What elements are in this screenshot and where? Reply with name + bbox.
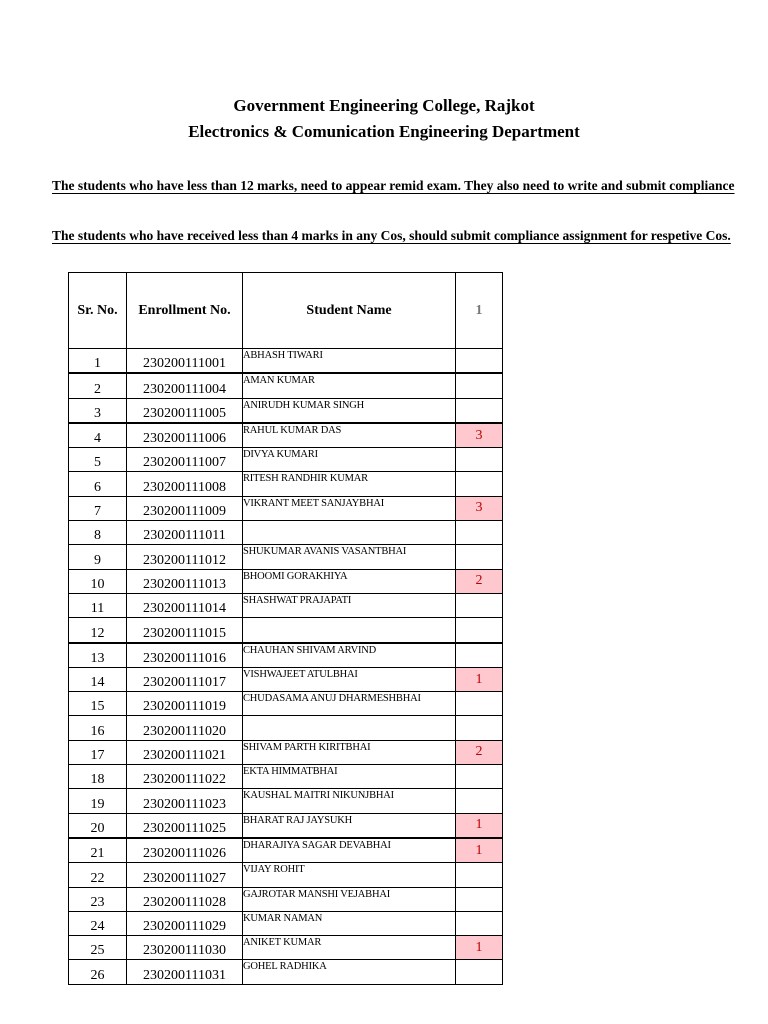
cell-mark: 2 <box>456 569 503 593</box>
cell-enrollment-no: 230200111004 <box>127 373 243 398</box>
cell-student-name: BHOOMI GORAKHIYA <box>243 569 456 593</box>
table-row <box>69 521 503 545</box>
cell-enrollment-no: 230200111023 <box>127 789 243 813</box>
table-row <box>69 765 503 789</box>
cell-student-name: VIJAY ROHIT <box>243 863 456 887</box>
column-header-sr-no: Sr. No. <box>69 273 127 349</box>
cell-mark: 1 <box>456 667 503 691</box>
cell-mark <box>456 789 503 813</box>
cell-mark: 3 <box>456 423 503 448</box>
table-row <box>69 545 503 569</box>
cell-sr-no: 24 <box>69 911 127 935</box>
column-header-co-1: 1 <box>456 273 503 349</box>
cell-enrollment-no: 230200111015 <box>127 618 243 643</box>
cell-enrollment-no: 230200111008 <box>127 472 243 496</box>
cell-student-name: GOHEL RADHIKA <box>243 960 456 984</box>
remid-exam-notice: The students who have less than 12 marks, need to appear remid exam. They also need to write and submit compliance <box>52 178 735 193</box>
cell-sr-no: 23 <box>69 887 127 911</box>
department-title: Electronics & Comunication Engineering Department <box>188 122 580 141</box>
table-row <box>69 373 503 398</box>
cell-sr-no: 6 <box>69 472 127 496</box>
cell-sr-no: 18 <box>69 765 127 789</box>
cell-sr-no: 14 <box>69 667 127 691</box>
table-row <box>69 813 503 838</box>
cell-enrollment-no: 230200111007 <box>127 448 243 472</box>
cell-student-name: KAUSHAL MAITRI NIKUNJBHAI <box>243 789 456 813</box>
cell-mark <box>456 911 503 935</box>
cell-mark <box>456 373 503 398</box>
cell-sr-no: 19 <box>69 789 127 813</box>
cell-sr-no: 8 <box>69 521 127 545</box>
table-row <box>69 740 503 764</box>
table-row <box>69 667 503 691</box>
cell-mark <box>456 692 503 716</box>
cell-student-name: VISHWAJEET ATULBHAI <box>243 667 456 691</box>
table-row <box>69 960 503 984</box>
cell-sr-no: 20 <box>69 813 127 838</box>
cell-mark: 1 <box>456 936 503 960</box>
cell-sr-no: 21 <box>69 838 127 863</box>
table-row <box>69 423 503 448</box>
cell-student-name: AMAN KUMAR <box>243 373 456 398</box>
table-body <box>69 349 503 985</box>
cell-enrollment-no: 230200111012 <box>127 545 243 569</box>
cell-mark <box>456 765 503 789</box>
table-row <box>69 692 503 716</box>
cell-sr-no: 7 <box>69 496 127 520</box>
cell-student-name: EKTA HIMMATBHAI <box>243 765 456 789</box>
cell-enrollment-no: 230200111021 <box>127 740 243 764</box>
cell-mark <box>456 472 503 496</box>
table-row <box>69 789 503 813</box>
cell-sr-no: 15 <box>69 692 127 716</box>
cell-sr-no: 12 <box>69 618 127 643</box>
cell-enrollment-no: 230200111026 <box>127 838 243 863</box>
table-row <box>69 887 503 911</box>
cell-mark <box>456 545 503 569</box>
cell-enrollment-no: 230200111017 <box>127 667 243 691</box>
cell-student-name: SHIVAM PARTH KIRITBHAI <box>243 740 456 764</box>
cell-student-name: CHAUHAN SHIVAM ARVIND <box>243 643 456 668</box>
cell-mark <box>456 593 503 617</box>
cell-mark <box>456 887 503 911</box>
cell-sr-no: 4 <box>69 423 127 448</box>
cell-sr-no: 26 <box>69 960 127 984</box>
cell-mark <box>456 863 503 887</box>
cell-student-name: SHUKUMAR AVANIS VASANTBHAI <box>243 545 456 569</box>
cell-sr-no: 9 <box>69 545 127 569</box>
cell-student-name: CHUDASAMA ANUJ DHARMESHBHAI <box>243 692 456 716</box>
table-row <box>69 911 503 935</box>
cell-student-name: DIVYA KUMARI <box>243 448 456 472</box>
cell-enrollment-no: 230200111028 <box>127 887 243 911</box>
cell-enrollment-no: 230200111030 <box>127 936 243 960</box>
cell-enrollment-no: 230200111022 <box>127 765 243 789</box>
college-title: Government Engineering College, Rajkot <box>233 96 535 115</box>
cell-student-name: RITESH RANDHIR KUMAR <box>243 472 456 496</box>
cell-mark: 3 <box>456 496 503 520</box>
cell-mark <box>456 716 503 740</box>
column-header-enrollment-no: Enrollment No. <box>127 273 243 349</box>
table-row <box>69 569 503 593</box>
cell-student-name: ABHASH TIWARI <box>243 349 456 374</box>
cell-student-name: DHARAJIYA SAGAR DEVABHAI <box>243 838 456 863</box>
cell-mark: 1 <box>456 838 503 863</box>
cell-mark: 2 <box>456 740 503 764</box>
cell-sr-no: 22 <box>69 863 127 887</box>
cell-student-name: KUMAR NAMAN <box>243 911 456 935</box>
cell-sr-no: 5 <box>69 448 127 472</box>
cell-enrollment-no: 230200111009 <box>127 496 243 520</box>
cell-sr-no: 17 <box>69 740 127 764</box>
cell-sr-no: 10 <box>69 569 127 593</box>
cell-student-name: ANIKET KUMAR <box>243 936 456 960</box>
cell-enrollment-no: 230200111001 <box>127 349 243 374</box>
cell-student-name: RAHUL KUMAR DAS <box>243 423 456 448</box>
table-row <box>69 496 503 520</box>
table-row <box>69 618 503 643</box>
cell-student-name: VIKRANT MEET SANJAYBHAI <box>243 496 456 520</box>
cell-mark <box>456 643 503 668</box>
cell-sr-no: 3 <box>69 398 127 423</box>
cell-enrollment-no: 230200111020 <box>127 716 243 740</box>
cell-student-name <box>243 716 456 740</box>
cell-sr-no: 1 <box>69 349 127 374</box>
cell-mark: 1 <box>456 813 503 838</box>
cell-student-name <box>243 521 456 545</box>
cell-enrollment-no: 230200111013 <box>127 569 243 593</box>
table-row <box>69 863 503 887</box>
cell-sr-no: 25 <box>69 936 127 960</box>
table-row <box>69 643 503 668</box>
table-row <box>69 349 503 374</box>
cell-sr-no: 13 <box>69 643 127 668</box>
cell-mark <box>456 398 503 423</box>
cell-mark <box>456 618 503 643</box>
cell-student-name: SHASHWAT PRAJAPATI <box>243 593 456 617</box>
cell-mark <box>456 448 503 472</box>
cell-enrollment-no: 230200111025 <box>127 813 243 838</box>
table-header-row <box>69 273 503 349</box>
cell-student-name: GAJROTAR MANSHI VEJABHAI <box>243 887 456 911</box>
cell-enrollment-no: 230200111029 <box>127 911 243 935</box>
cell-student-name: ANIRUDH KUMAR SINGH <box>243 398 456 423</box>
cell-enrollment-no: 230200111011 <box>127 521 243 545</box>
cell-enrollment-no: 230200111006 <box>127 423 243 448</box>
table-row <box>69 593 503 617</box>
cell-enrollment-no: 230200111014 <box>127 593 243 617</box>
cell-enrollment-no: 230200111031 <box>127 960 243 984</box>
cell-enrollment-no: 230200111016 <box>127 643 243 668</box>
cell-sr-no: 2 <box>69 373 127 398</box>
table-row <box>69 838 503 863</box>
cell-mark <box>456 960 503 984</box>
cell-mark <box>456 521 503 545</box>
cell-enrollment-no: 230200111005 <box>127 398 243 423</box>
cell-mark <box>456 349 503 374</box>
table-row <box>69 936 503 960</box>
table-row <box>69 398 503 423</box>
table-row <box>69 448 503 472</box>
table-row <box>69 472 503 496</box>
cell-sr-no: 16 <box>69 716 127 740</box>
cell-enrollment-no: 230200111027 <box>127 863 243 887</box>
cell-student-name <box>243 618 456 643</box>
student-marks-table <box>68 272 503 985</box>
table-row <box>69 716 503 740</box>
cell-enrollment-no: 230200111019 <box>127 692 243 716</box>
compliance-assignment-notice: The students who have received less than 4 marks in any Cos, should submit compliance assignment for respetive Cos. <box>52 228 731 243</box>
cell-sr-no: 11 <box>69 593 127 617</box>
column-header-student-name: Student Name <box>243 273 456 349</box>
cell-student-name: BHARAT RAJ JAYSUKH <box>243 813 456 838</box>
